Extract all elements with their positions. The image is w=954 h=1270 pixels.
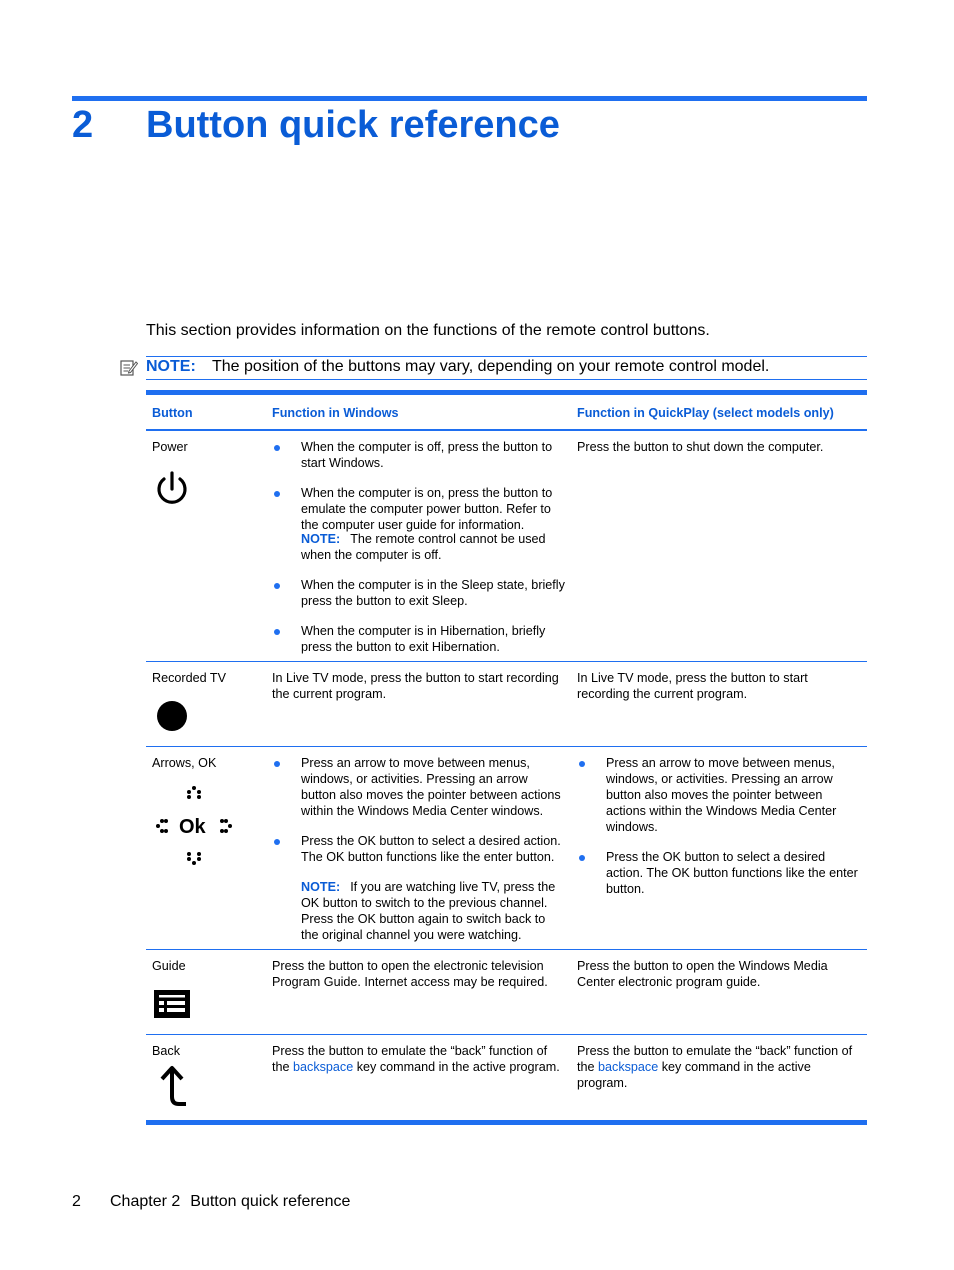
arrows-windows-list [272, 755, 565, 865]
table-row-back [146, 1035, 867, 1123]
guide-icon [152, 984, 192, 1024]
ok-label: Ok [179, 816, 206, 838]
arrows-name: Arrows, OK [152, 756, 217, 770]
recorded-tv-name: Recorded TV [152, 671, 226, 685]
back-quickplay-text-pre: Press the button to emulate the “back” function of the [577, 1044, 853, 1074]
power-quickplay-cell: Press the button to shut down the computer. [577, 440, 824, 454]
note-box [146, 356, 867, 380]
chapter-title: Button quick reference [146, 104, 560, 146]
guide-name: Guide [152, 959, 186, 973]
intro-paragraph: This section provides information on the functions of the remote control buttons. [146, 322, 710, 339]
back-name: Back [152, 1044, 180, 1058]
back-quickplay-cell [571, 1035, 867, 1123]
recorded-tv-cell [146, 662, 266, 747]
guide-windows-cell: Press the button to open the electronic television Program Guide. Internet access may be required. [266, 950, 571, 1035]
note-icon [120, 359, 138, 376]
power-inner-note [272, 531, 565, 563]
back-windows-text-post: key command in the active program. [356, 1060, 560, 1074]
arrows-inner-note [272, 879, 565, 943]
power-cell [146, 430, 266, 662]
table-row-power [146, 430, 867, 662]
footer-title: Button quick reference [190, 1193, 351, 1210]
list-item: When the computer is off, press the button to start Windows. [272, 439, 565, 471]
recorded-tv-windows-cell: In Live TV mode, press the button to start recording the current program. [266, 662, 571, 747]
header-function-quickplay: Function in QuickPlay (select models only) [571, 393, 867, 431]
power-windows-list-2 [272, 577, 565, 655]
guide-cell [146, 950, 266, 1035]
back-arrow-icon [152, 1065, 192, 1109]
power-name: Power [152, 440, 188, 454]
list-item: Press an arrow to move between menus, windows, or activities. Pressing an arrow button also moves the pointer between actions within the Windows Media Center windows. [272, 755, 565, 819]
arrows-quickplay-cell [571, 747, 867, 950]
header-button: Button [146, 393, 266, 431]
arrows-cell [146, 747, 266, 950]
chapter-top-rule [72, 96, 867, 101]
list-item: Press the OK button to select a desired action. The OK button functions like the enter button. [577, 849, 861, 897]
footer-chapter: Chapter 2 [110, 1193, 181, 1210]
list-item: Press an arrow to move between menus, windows, or activities. Pressing an arrow button also moves the pointer between actions within the Windows Media Center windows. [577, 755, 861, 835]
power-icon [152, 469, 192, 509]
arrows-windows-cell [266, 747, 571, 950]
record-icon [152, 696, 192, 736]
arrows-quickplay-list [577, 755, 861, 897]
back-windows-text-pre: Press the button to emulate the “back” function of the [272, 1044, 548, 1074]
table-row-recorded-tv [146, 662, 867, 747]
guide-quickplay-cell: Press the button to open the Windows Media Center electronic program guide. [571, 950, 867, 1035]
back-cell [146, 1035, 266, 1123]
arrows-ok-icon [152, 779, 242, 869]
footer-running-title [110, 1193, 350, 1211]
back-quickplay-text-post: key command in the active program. [577, 1060, 811, 1090]
chapter-number: 2 [72, 104, 94, 146]
list-item: When the computer is on, press the button to emulate the computer power button. Refer to the computer user guide for information. [272, 485, 565, 533]
list-item: When the computer is in the Sleep state, briefly press the button to exit Sleep. [272, 577, 565, 609]
list-item: Press the OK button to select a desired action. The OK button functions like the enter button. [272, 833, 565, 865]
backspace-link[interactable]: backspace [598, 1060, 659, 1074]
power-windows-cell [266, 430, 571, 662]
back-windows-cell [266, 1035, 571, 1123]
header-function-windows: Function in Windows [266, 393, 571, 431]
power-windows-list [272, 439, 565, 533]
table-row-arrows-ok [146, 747, 867, 950]
list-item: When the computer is in Hibernation, briefly press the button to exit Hibernation. [272, 623, 565, 655]
table-row-guide [146, 950, 867, 1035]
inner-note-text: The remote control cannot be used when the computer is off. [301, 532, 546, 562]
backspace-link[interactable]: backspace [293, 1060, 354, 1074]
inner-note-text: If you are watching live TV, press the OK button to switch to the previous channel. Press the OK button again to switch back to the original channel you were watching. [301, 880, 556, 942]
table-header-row [146, 393, 867, 431]
inner-note-label: NOTE: [301, 532, 341, 546]
button-reference-table [146, 390, 867, 1125]
inner-note-label: NOTE: [301, 880, 341, 894]
note-label: NOTE: [146, 358, 196, 375]
note-text: The position of the buttons may vary, depending on your remote control model. [212, 358, 770, 375]
recorded-tv-quickplay-cell: In Live TV mode, press the button to start recording the current program. [571, 662, 867, 747]
footer-page-number: 2 [72, 1193, 81, 1210]
